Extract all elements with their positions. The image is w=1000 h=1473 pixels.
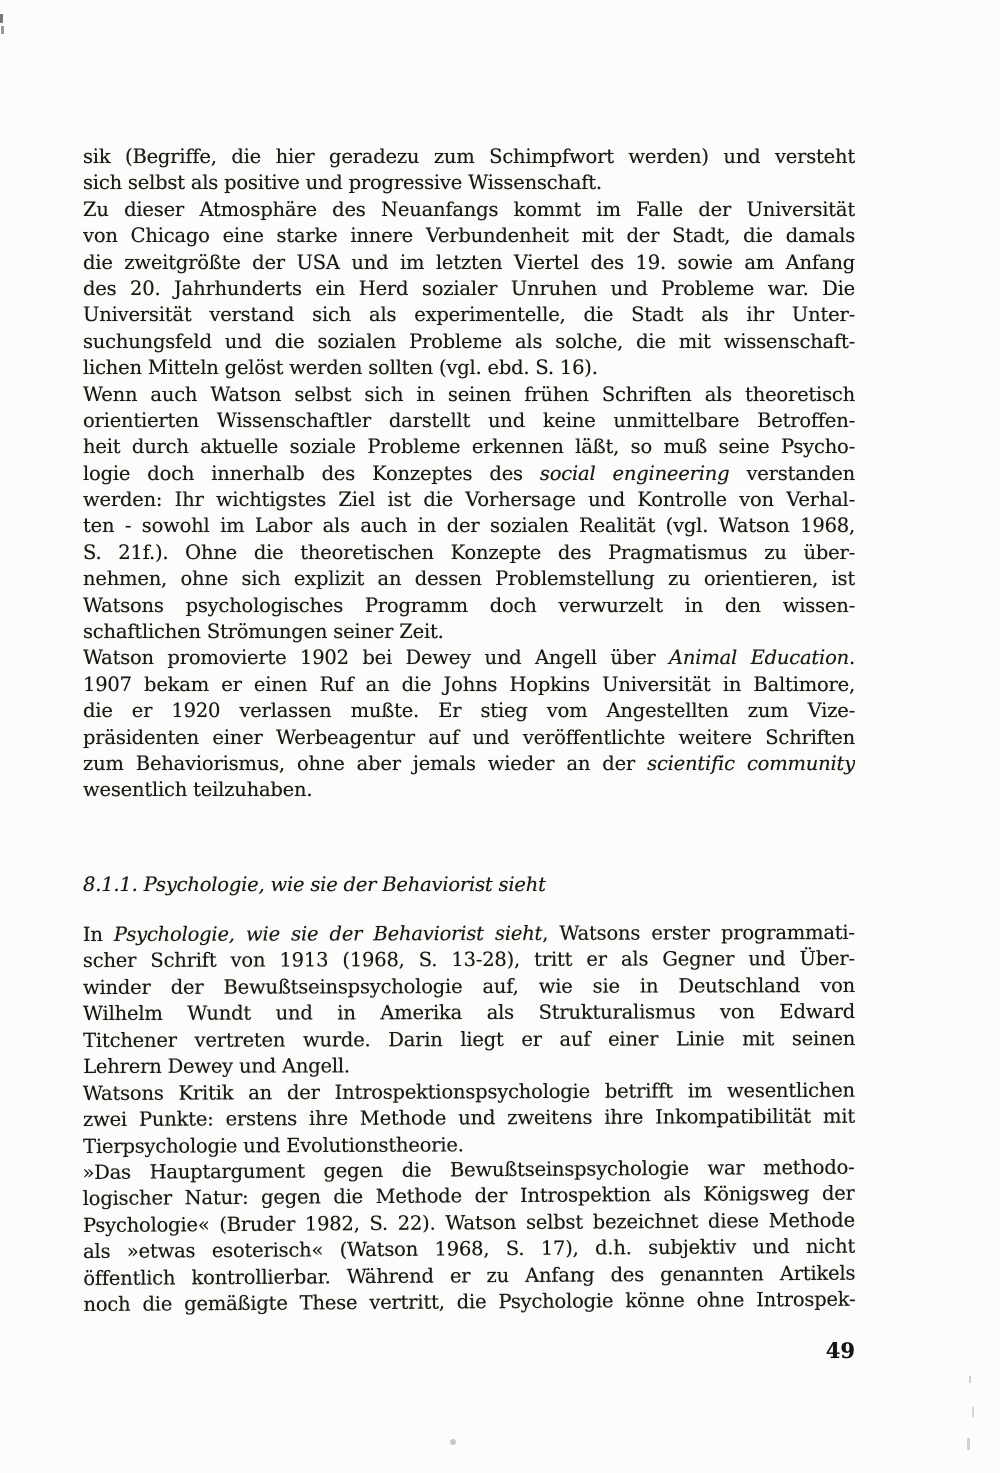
- text-line: [83, 434, 855, 460]
- text-line: [83, 408, 855, 434]
- body-text: suchungsfeld und die sozialen Probleme als solche, die mit wissenschaft-: [83, 329, 855, 353]
- italic-text: scientific community: [647, 751, 855, 775]
- text-line: [83, 999, 855, 1027]
- text-line: [83, 144, 855, 170]
- text-line: [83, 250, 855, 276]
- text-line: [83, 1286, 855, 1318]
- text-line: [83, 487, 855, 513]
- body-text: verstanden: [729, 461, 855, 485]
- text-line: [83, 513, 855, 539]
- text-line: [83, 619, 855, 645]
- body-text: heit durch aktuelle soziale Probleme erkennen läßt, so muß seine Psycho-: [83, 435, 855, 459]
- text-line: [83, 751, 855, 777]
- paragraph: [82, 1154, 855, 1318]
- text-line: [83, 947, 855, 975]
- body-text: werden: Ihr wichtigstes Ziel ist die Vorhersage und Kontrolle von Verhal-: [83, 488, 855, 512]
- body-text: Tierpsychologie und Evolutionstheorie.: [83, 1132, 464, 1158]
- text-line: [83, 973, 855, 1001]
- paragraph: [83, 144, 855, 197]
- text-line: [83, 672, 855, 698]
- body-text: 1907 bekam er einen Ruf an die Johns Hopkins Universität in Baltimore,: [83, 672, 855, 696]
- italic-text: social engineering: [539, 461, 730, 485]
- paragraph: [83, 197, 855, 382]
- text-column: [83, 144, 855, 1318]
- body-text: orientierten Wissenschaftler darstellt und keine unmittelbare Betroffen-: [83, 408, 855, 432]
- scan-artifact: [0, 14, 3, 23]
- italic-text: Animal Education: [669, 646, 849, 670]
- body-text: ten - sowohl im Labor als auch in der sozialen Realität (vgl. Watson 1968,: [83, 514, 855, 538]
- body-text: Lehrern Dewey und Angell.: [83, 1054, 350, 1079]
- page-number: 49: [825, 1338, 855, 1363]
- scan-artifact: [1, 26, 4, 34]
- body-text: zwei Punkte: erstens ihre Methode und zweitens ihre Inkompatibilität mit: [82, 1104, 856, 1131]
- text-line: [83, 223, 855, 249]
- body-text: noch die gemäßigte These vertritt, die Psychologie könne ohne Introspek-: [83, 1287, 856, 1316]
- text-line: [83, 698, 855, 724]
- text-line: [83, 1052, 855, 1080]
- body-text: schaftlichen Strömungen seiner Zeit.: [83, 620, 444, 644]
- paragraph: [83, 645, 855, 803]
- text-line: [83, 1104, 855, 1134]
- text-line: [83, 777, 855, 803]
- body-text: zum Behaviorismus, ohne aber jemals wieder an der: [83, 751, 648, 775]
- text-line: [83, 329, 855, 355]
- body-text: »Das Hauptargument gegen die Bewußtseinspsychologie war methodo-: [82, 1155, 855, 1184]
- text-line: [83, 645, 855, 671]
- body-text: nehmen, ohne sich explizit an dessen Problemstellung zu orientieren, ist: [83, 567, 855, 591]
- text-line: [83, 1077, 855, 1107]
- body-text: sik (Begriffe, die hier geradezu zum Schimpfwort werden) und versteht: [83, 145, 855, 168]
- text-line: [83, 725, 855, 751]
- text-line: [83, 461, 855, 487]
- body-text: sich selbst als positive und progressive Wissenschaft.: [83, 171, 602, 195]
- body-text: die er 1920 verlassen mußte. Er stieg vom Angestellten zum Vize-: [83, 699, 855, 723]
- body-text: Titchener vertreten wurde. Darin liegt er auf einer Linie mit seinen: [83, 1026, 856, 1052]
- body-text: scher Schrift von 1913 (1968, S. 13-28), tritt er als Gegner und Über-: [82, 947, 855, 973]
- body-text: die zweitgrößte der USA und im letzten Viertel des 19. sowie am Anfang: [83, 250, 855, 274]
- scan-artifact: [972, 1407, 974, 1417]
- body-text: Wilhelm Wundt und in Amerika als Strukturalismus von Edward: [83, 1000, 856, 1026]
- body-text: winder der Bewußtseinspsychologie auf, wie sie in Deutschland von: [82, 973, 855, 999]
- italic-text: Psychologie, wie sie der Behaviorist sieht: [113, 921, 543, 947]
- scan-artifact: [969, 1376, 971, 1383]
- body-text: als »etwas esoterisch« (Watson 1968, S. 17), d.h. subjektiv und nicht: [83, 1234, 856, 1263]
- paragraph: [83, 382, 855, 646]
- body-text: .: [849, 646, 855, 670]
- text-line: [83, 872, 855, 898]
- body-text: wesentlich teilzuhaben.: [83, 778, 313, 802]
- body-text: Wenn auch Watson selbst sich in seinen frühen Schriften als theoretisch: [83, 382, 855, 406]
- body-text: öffentlich kontrollierbar. Während er zu Anfang des genannten Artikels: [83, 1260, 856, 1290]
- text-line: [83, 382, 855, 408]
- text-line: [83, 1026, 855, 1054]
- text-line: [83, 355, 855, 381]
- text-line: [83, 302, 855, 328]
- body-text: S. 21f.). Ohne die theoretischen Konzepte des Pragmatismus zu über-: [83, 540, 855, 564]
- text-line: [83, 920, 855, 948]
- section-heading: [83, 872, 855, 898]
- text-line: [83, 276, 855, 302]
- body-text: Zu dieser Atmosphäre des Neuanfangs kommt im Falle der Universität: [83, 197, 855, 221]
- text-line: [83, 170, 855, 196]
- paragraph: [83, 920, 855, 1080]
- scan-artifact: [967, 1438, 970, 1450]
- body-text: , Watsons erster programmati-: [542, 921, 855, 945]
- body-text: Watsons psychologisches Programm doch verwurzelt in den wissen-: [83, 593, 855, 617]
- body-text: logischer Natur: gegen die Methode der Introspektion als Königsweg der: [82, 1181, 855, 1211]
- body-text: Watson promovierte 1902 bei Dewey und Angell über: [83, 646, 670, 670]
- text-line: [83, 540, 855, 566]
- paragraph: [83, 1077, 855, 1160]
- body-text: des 20. Jahrhunderts ein Herd sozialer Unruhen und Probleme war. Die: [83, 276, 855, 300]
- body-text: Psychologie« (Bruder 1982, S. 22). Watson selbst bezeichnet diese Methode: [82, 1208, 855, 1237]
- scan-artifact: [450, 1439, 456, 1445]
- body-text: von Chicago eine starke innere Verbundenheit mit der Stadt, die damals: [83, 224, 855, 248]
- text-line: [83, 593, 855, 619]
- text-line: [83, 197, 855, 223]
- body-text: logie doch innerhalb des Konzeptes des: [83, 461, 540, 485]
- body-text: In: [82, 923, 114, 947]
- body-text: lichen Mitteln gelöst werden sollten (vgl. ebd. S. 16).: [83, 356, 598, 380]
- text-line: [83, 566, 855, 592]
- italic-text: 8.1.1. Psychologie, wie sie der Behaviorist sieht: [83, 872, 546, 896]
- body-text: präsidenten einer Werbeagentur auf und veröffentlichte weitere Schriften: [83, 725, 855, 749]
- body-text: Universität verstand sich als experimentelle, die Stadt als ihr Unter-: [83, 303, 855, 327]
- body-text: Watsons Kritik an der Introspektionspsychologie betrifft im wesentlichen: [82, 1078, 855, 1105]
